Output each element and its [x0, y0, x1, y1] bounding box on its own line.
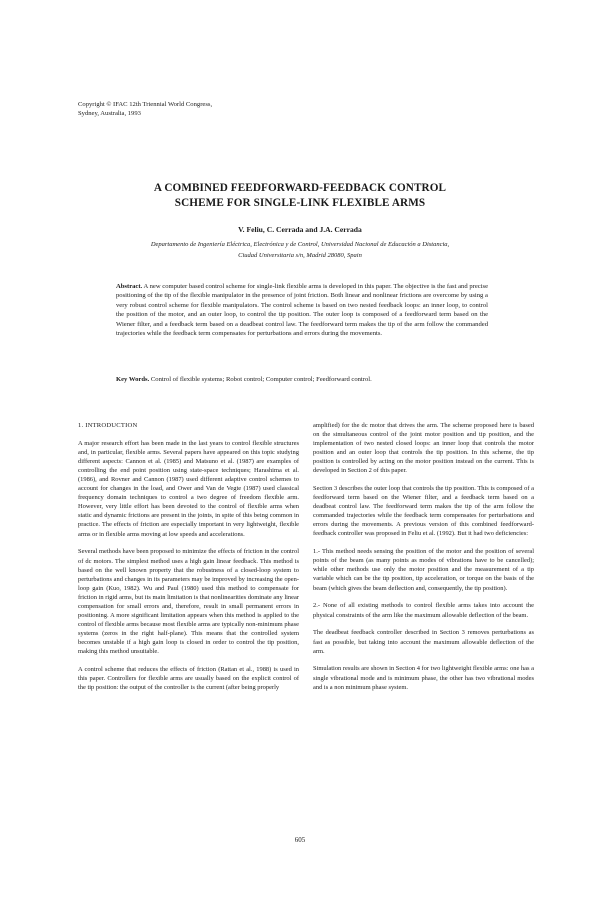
section-heading: 1. INTRODUCTION	[78, 422, 138, 429]
abstract-label: Abstract.	[116, 283, 143, 290]
paragraph: amplified) for the dc motor that drives the arm. The scheme proposed here is based on the simultaneous control of the joint motor position and tip position, and the implementation of two nested closed loops: an inner loop that controls the motor position and an outer loop that controls the tip position. In this scheme, the tip position is controlled by acting on the motor position instead on the current. This is developed in Section 2 of this paper.	[313, 422, 534, 475]
page-number: 605	[294, 836, 306, 844]
paragraph: 1.- This method needs sensing the position of the motor and the position of several points of the beam (as many points as modes of vibrations have to be cancelled); while other methods use only the motor position and the measurement of a tip variable which can be the tip position, tip acceleration, or torque on the basis of the beam (which gives the beam deflection and, consequently, the tip position).	[313, 548, 534, 592]
paragraph: Simulation results are shown in Section 4 for two lightweight flexible arms: one has a single vibrational mode and is minimum phase, the other has two vibrational modes and is a non minimum phase system.	[313, 665, 534, 691]
left-column	[78, 421, 299, 701]
keywords-label: Key Words.	[116, 376, 150, 383]
abstract-text: A new computer based control scheme for single-link flexible arms is developed in this paper. The objective is the fast and precise positioning of the tip of the flexible manipulator in the presence of joint friction. Both linear and nonlinear frictions are overcome by using a very robust control scheme for flexible manipulators. The control scheme is based on two nested feedback loops: an inner loop, to control the position of the motor, and an outer loop, to control the tip position. The outer loop is composed of a feedforward term based on the Wiener filter, and a feedback term based on a deadbeat control law. The feedforward term makes the tip of the arm follow the commanded trajectories while the feedback term compensates for perturbations and errors during the movements.	[116, 283, 488, 338]
paper-title: A COMBINED FEEDFORWARD-FEEDBACK CONTROL SCHEME FOR SINGLE-LINK FLEXIBLE ARMS	[153, 182, 447, 209]
paragraph: Section 3 describes the outer loop that controls the tip position. This is composed of a feedforward term based on the Wiener filter, and a feedback term based on a deadbeat control law. The feedforward term makes the tip of the arm follow the commanded trajectories while the feedback term compensates for perturbations and errors during the movements. A previous version of this combined feedforward-feedback controller was proposed in Feliu et al. (1992). But it had two deficiencies:	[313, 485, 534, 538]
keywords	[116, 375, 488, 384]
copyright-notice: Copyright © IFAC 12th Triennial World Congress, Sydney, Australia, 1993	[78, 101, 213, 117]
paragraph: A control scheme that reduces the effects of friction (Rattan et al., 1988) is used in this paper. Controllers for flexible arms are usually based on the explicit control of the tip position: the output of the controller is the current (after being properly	[78, 665, 299, 691]
paragraph: 2.- None of all existing methods to control flexible arms takes into account the physical constraints of the arm like the maximum allowable deflection of the beam.	[313, 602, 534, 619]
paragraph: Several methods have been proposed to minimize the effects of friction in the control of dc motors. The simplest method uses a high gain linear feedback. This method is based on the well known property that the robustness of a closed-loop system to perturbations and changes in its parameters may be improved by increasing the open-loop gain (Kuo, 1982). Wu and Paul (1980) used this method to compensate for friction in rigid arms, but its main limitation is that nonlinearities dominate any linear compensation for small errors and, therefore, result in small permanent errors in positioning. A more significant limitation appears when this method is applied to the control of flexible arms because most flexible arms are typically non-minimum phase systems (zeros in the right half-plane). This means that the controlled system becomes unstable if a high gain loop is closed in order to control the tip position, making this method unsuitable.	[78, 548, 299, 655]
paragraph: A major research effort has been made in the last years to control flexible structures and, in particular, flexible arms. Several papers have appeared on this topic studying different aspects: Cannon et al. (1985) and Matsuno et al. (1987) are examples of controlling the end point position using state-space techniques; Harashima et al. (1986), and Rovner and Cannon (1987) used different adaptive control schemes to account for changes in the load, and Ower and Van de Vegte (1987) used classical frequency domain techniques to control a two degree of freedom flexible arm. However, very little effort has been devoted to the control of flexible arms when static and dynamic frictions are present in the joints, in spite of this being common in practice. The effects of friction are especially important in very lightweight, flexible arms or in flexible arms moving at low speeds and accelerations.	[78, 440, 299, 538]
authors: V. Feliu, C. Cerrada and J.A. Cerrada	[238, 225, 362, 234]
keywords-text: Control of flexible systems; Robot control; Computer control; Feedforward control.	[150, 376, 372, 383]
paragraph: The deadbeat feedback controller described in Section 3 removes perturbations as fast as possible, but taking into account the maximum allowable deflection of the arm.	[313, 629, 534, 655]
right-column	[313, 421, 534, 701]
abstract	[116, 282, 488, 338]
affiliation: Departamento de Ingeniería Eléctrica, Electrónica y de Control, Universidad Nacional de Educación a Distancia, Ciudad Universitaria s/n, Madrid 28080, Spain	[150, 241, 450, 259]
